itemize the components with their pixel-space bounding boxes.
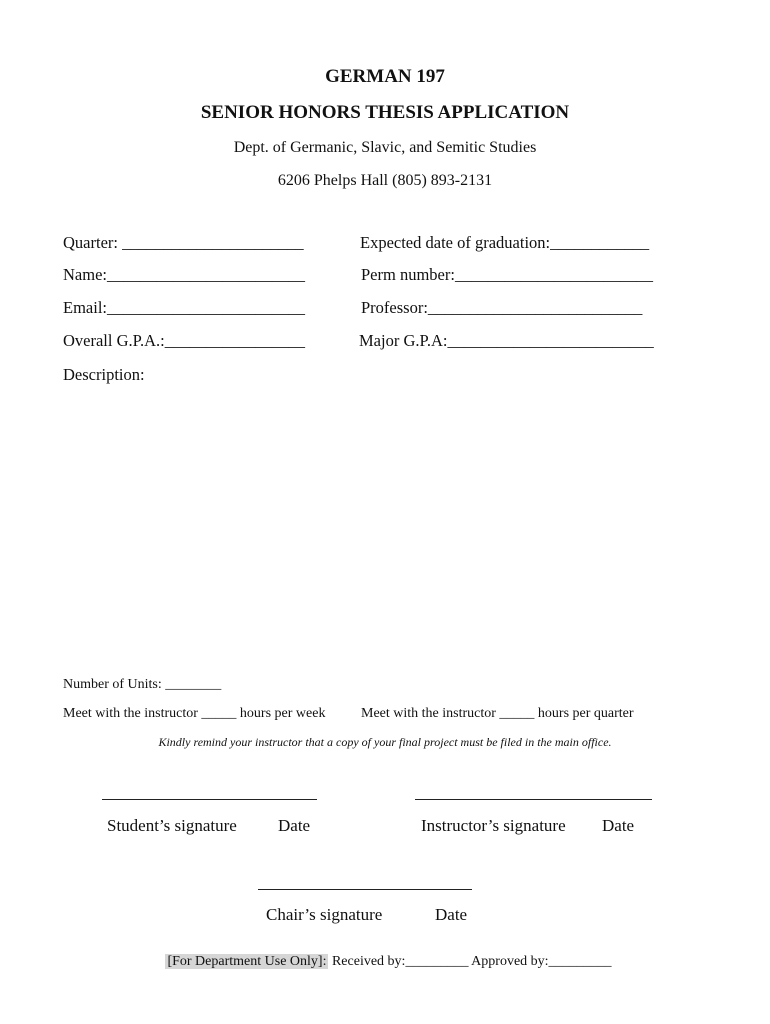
student-signature-label: Student’s signature	[107, 816, 237, 835]
name-field[interactable]: Name:________________________	[63, 265, 305, 284]
instructor-date-label: Date	[602, 816, 635, 835]
perm-number-field[interactable]: Perm number:________________________	[361, 265, 653, 284]
filing-reminder: Kindly remind your instructor that a copy of your final project must be filed in the main office.	[158, 735, 612, 749]
quarter-field[interactable]: Quarter: ______________________	[63, 233, 304, 252]
professor-field[interactable]: Professor:__________________________	[361, 298, 643, 317]
instructor-signature-line[interactable]	[415, 799, 652, 800]
description-area[interactable]	[63, 392, 703, 667]
department-use-footer	[0, 938, 770, 970]
instructor-signature-label: Instructor’s signature	[421, 816, 566, 835]
department-name: Dept. of Germanic, Slavic, and Semitic Studies	[233, 139, 537, 156]
chair-date-label: Date	[435, 905, 468, 924]
meet-hours-per-week-field[interactable]: Meet with the instructor _____ hours per week	[63, 706, 326, 721]
description-label: Description:	[63, 365, 145, 384]
course-title: GERMAN 197	[325, 66, 445, 87]
department-use-badge: [For Department Use Only]:	[167, 954, 327, 969]
student-date-label: Date	[278, 816, 311, 835]
overall-gpa-field[interactable]: Overall G.P.A.:_________________	[63, 331, 305, 350]
received-approved-fields[interactable]: Received by:_________ Approved by:_________	[328, 954, 612, 969]
chair-signature-line[interactable]	[258, 889, 472, 890]
major-gpa-field[interactable]: Major G.P.A:_________________________	[359, 331, 654, 350]
form-title: SENIOR HONORS THESIS APPLICATION	[200, 102, 570, 123]
meet-hours-per-quarter-field[interactable]: Meet with the instructor _____ hours per quarter	[361, 706, 634, 721]
expected-graduation-field[interactable]: Expected date of graduation:____________	[360, 233, 650, 252]
department-address: 6206 Phelps Hall (805) 893-2131	[277, 172, 493, 189]
number-of-units-field[interactable]: Number of Units: ________	[63, 677, 222, 692]
email-field[interactable]: Email:________________________	[63, 298, 305, 317]
chair-signature-label: Chair’s signature	[266, 905, 383, 924]
student-signature-line[interactable]	[102, 799, 317, 800]
